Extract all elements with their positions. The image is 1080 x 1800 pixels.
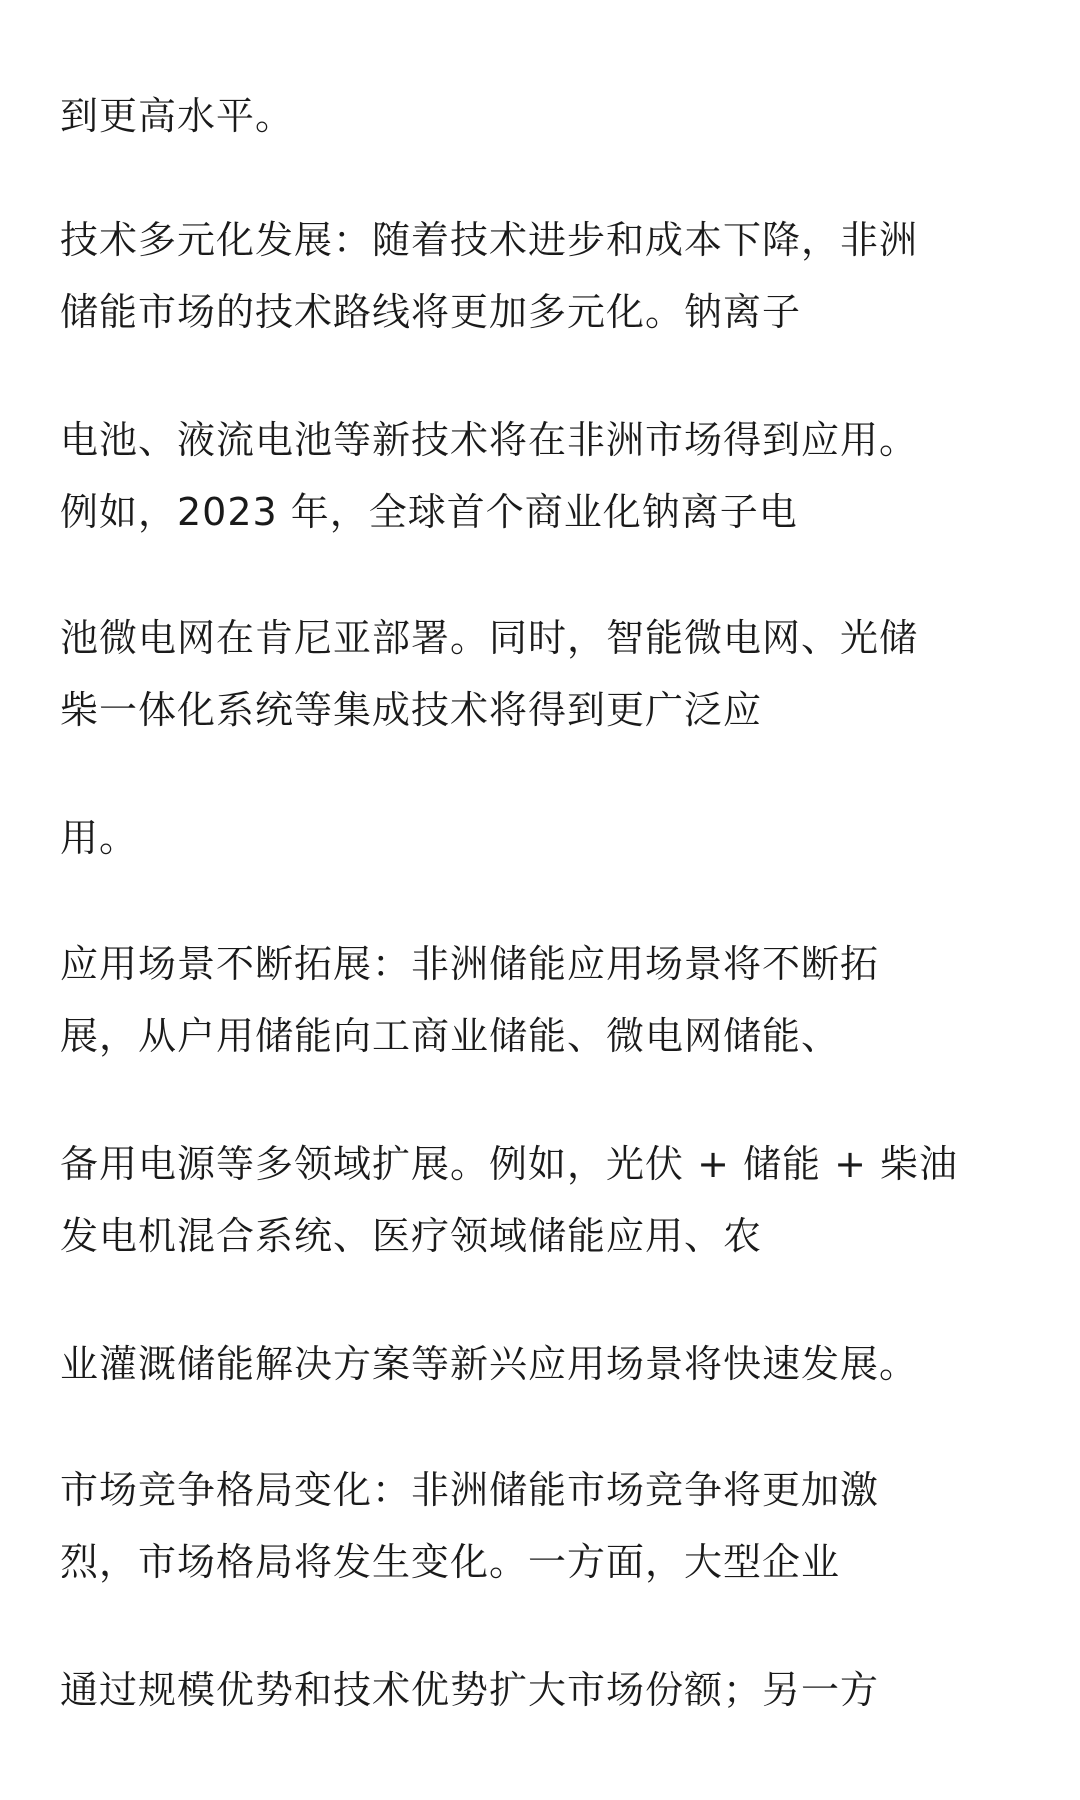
text-line: 储能市场的技术路线将更加多元化。钠离子 — [60, 290, 802, 334]
text-line: 用。 — [60, 816, 139, 860]
text-line: 池微电网在肯尼亚部署。同时，智能微电网、光储 — [60, 616, 919, 660]
text-line: 展，从户用储能向工商业储能、微电网储能、 — [60, 1014, 841, 1058]
text-line: 发电机混合系统、医疗领域储能应用、农 — [60, 1214, 763, 1258]
text-line: 烈，市场格局将发生变化。一方面，大型企业 — [60, 1540, 841, 1584]
text-line: 应用场景不断拓展：非洲储能应用场景将不断拓 — [60, 942, 880, 986]
text-line: 业灌溉储能解决方案等新兴应用场景将快速发展。 — [60, 1342, 919, 1386]
text-line: 备用电源等多领域扩展。例如，光伏 + 储能 + 柴油 — [60, 1142, 958, 1186]
text-line: 柴一体化系统等集成技术将得到更广泛应 — [60, 688, 763, 732]
text-line: 通过规模优势和技术优势扩大市场份额；另一方 — [60, 1668, 880, 1712]
text-line: 市场竞争格局变化：非洲储能市场竞争将更加激 — [60, 1468, 880, 1512]
text-line: 例如，2023 年，全球首个商业化钠离子电 — [60, 490, 798, 534]
text-line: 电池、液流电池等新技术将在非洲市场得到应用。 — [60, 418, 919, 462]
text-line: 技术多元化发展：随着技术进步和成本下降，非洲 — [60, 218, 919, 262]
text-line: 到更高水平。 — [60, 94, 295, 138]
